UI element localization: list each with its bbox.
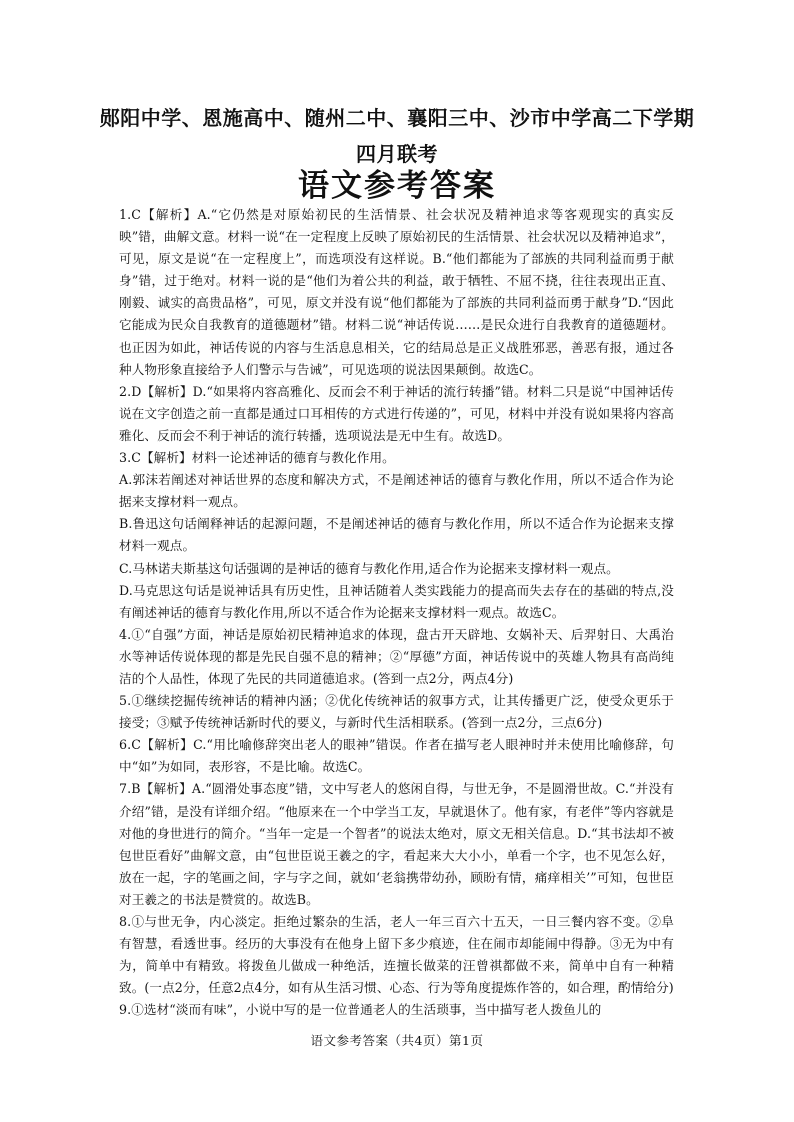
answer-item: 7.B【解析】A.“圆滑处事态度”错，文中写老人的悠闲自得，与世无争，不是圆滑世故。C.“并没有介绍”错，是没有详细介绍。“他原来在一个中学当工友，早就退休了。他有家，有老伴”等内容就是对他的身世进行的简介。“当年一定是一个智者”的说法太绝对，原文无相关信息。D.“其书法却不被包世臣看好”曲解文意，由“包世臣说王羲之的字，看起来大大小小，单看一个字，也不见怎么好，放在一起，字的笔画之间，字与字之间，就如‘老翁携带幼孙，顾盼有情，痛痒相关’”可知，包世臣对王羲之的书法是赞赏的。故选B。 [119, 781, 674, 907]
page-footer: 语文参考答案（共4页）第1页 [310, 1033, 484, 1048]
answer-item: 1.C【解析】A.“它仍然是对原始初民的生活情景、社会状况及精神追求等客观现实的真实反映”错，曲解文意。材料一说“在一定程度上反映了原始初民的生活情景、社会状况以及精神追求”，可见，原文是说“在一定程度上”，而选项没有这样说。B.“他们都能为了部族的共同利益而勇于献身”错，过于绝对。材料一说的是“他们为着公共的利益，敢于牺牲、不屈不挠，往往表现出正直、刚毅、诚实的高贵品格”，可见，原文并没有说“他们都能为了部族的共同利益而勇于献身”D.“因此它能成为民众自我教育的道德题材”错。材料二说“神话传说……是民众进行自我教育的道德题材。也正因为如此，神话传说的内容与生活息息相关，它的结局总是正义战胜邪恶，善恶有报，通过各种人物形象直接给予人们警示与告诫”，可见选项的说法因果颠倒。故选C。 [119, 207, 674, 377]
answer-body [119, 204, 674, 1021]
answer-item: C.马林诺夫斯基这句话强调的是神话的德育与教化作用,适合作为论据来支撑材料一观点。 [119, 560, 619, 576]
answer-item: 2.D【解析】D.“如果将内容高雅化、反而会不利于神话的流行转播”错。材料二只是说“中国神话传说在文字创造之前一直都是通过口耳相传的方式进行传递的”，可见，材料中并没有说如果将内容高雅化、反而会不利于神话的流行转播，选项说法是无中生有。故选D。 [119, 383, 674, 443]
answer-item: 3.C【解析】材料一论述神话的德育与教化作用。 [119, 450, 395, 466]
answer-item: 8.①与世无争，内心淡定。拒绝过繁杂的生活，老人一年三百六十五天，一日三餐内容不变。②阜有智慧，看透世事。经历的大事没有在他身上留下多少痕迹，住在闹市却能闹中得静。③无为中有为，简单中有精致。将拨鱼儿做成一种绝活，连擅长做菜的汪曾祺都做不来，简单中自有一种精致。(一点2分，任意2点4分，如有从生活习惯、心态、行为等角度提炼作答的，如合理，酌情给分) [119, 914, 674, 996]
answer-item: 5.①继续挖掘传统神话的精神内涵；②优化传统神话的叙事方式，让其传播更广泛，使受众更乐于接受；③赋予传统神话新时代的要义，与新时代生活相联系。(答到一点2分，三点6分) [119, 693, 674, 731]
exam-header-line2: 四月联考 [356, 142, 438, 166]
exam-header-line1: 郧阳中学、恩施高中、随州二中、襄阳三中、沙市中学高二下学期 [99, 106, 695, 130]
answer-item: 4.①“自强”方面，神话是原始初民精神追求的体现，盘古开天辟地、女娲补天、后羿射日、大禹治水等神话传说体现的都是先民自强不息的精神；②“厚德”方面，神话传说中的英雄人物具有高尚纯洁的个人品性，体现了先民的共同道德追求。(答到一点2分，两点4分) [119, 626, 674, 686]
answer-item: D.马克思这句话是说神话具有历史性，且神话随着人类实践能力的提高而失去存在的基础的特点,没有阐述神话的德育与教化作用,所以不适合作为论据来支撑材料一观点。故选C。 [119, 582, 674, 620]
answer-item: A.郭沫若阐述对神话世界的态度和解决方式，不是阐述神话的德育与教化作用，所以不适合作为论据来支撑材料一观点。 [119, 472, 674, 510]
page-title: 语文参考答案 [298, 168, 496, 204]
answer-item: 9.①选材“淡而有味”，小说中写的是一位普通老人的生活琐事，当中描写老人拨鱼儿的 [119, 1002, 602, 1018]
answer-item: B.鲁迅这句话阐释神话的起源问题，不是阐述神话的德育与教化作用，所以不适合作为论据来支撑材料一观点。 [119, 516, 674, 554]
answer-item: 6.C【解析】C.“用比喻修辞突出老人的眼神”错误。作者在描写老人眼神时并未使用比喻修辞，句中“如”为如同，表形容，不是比喻。故选C。 [119, 737, 674, 775]
